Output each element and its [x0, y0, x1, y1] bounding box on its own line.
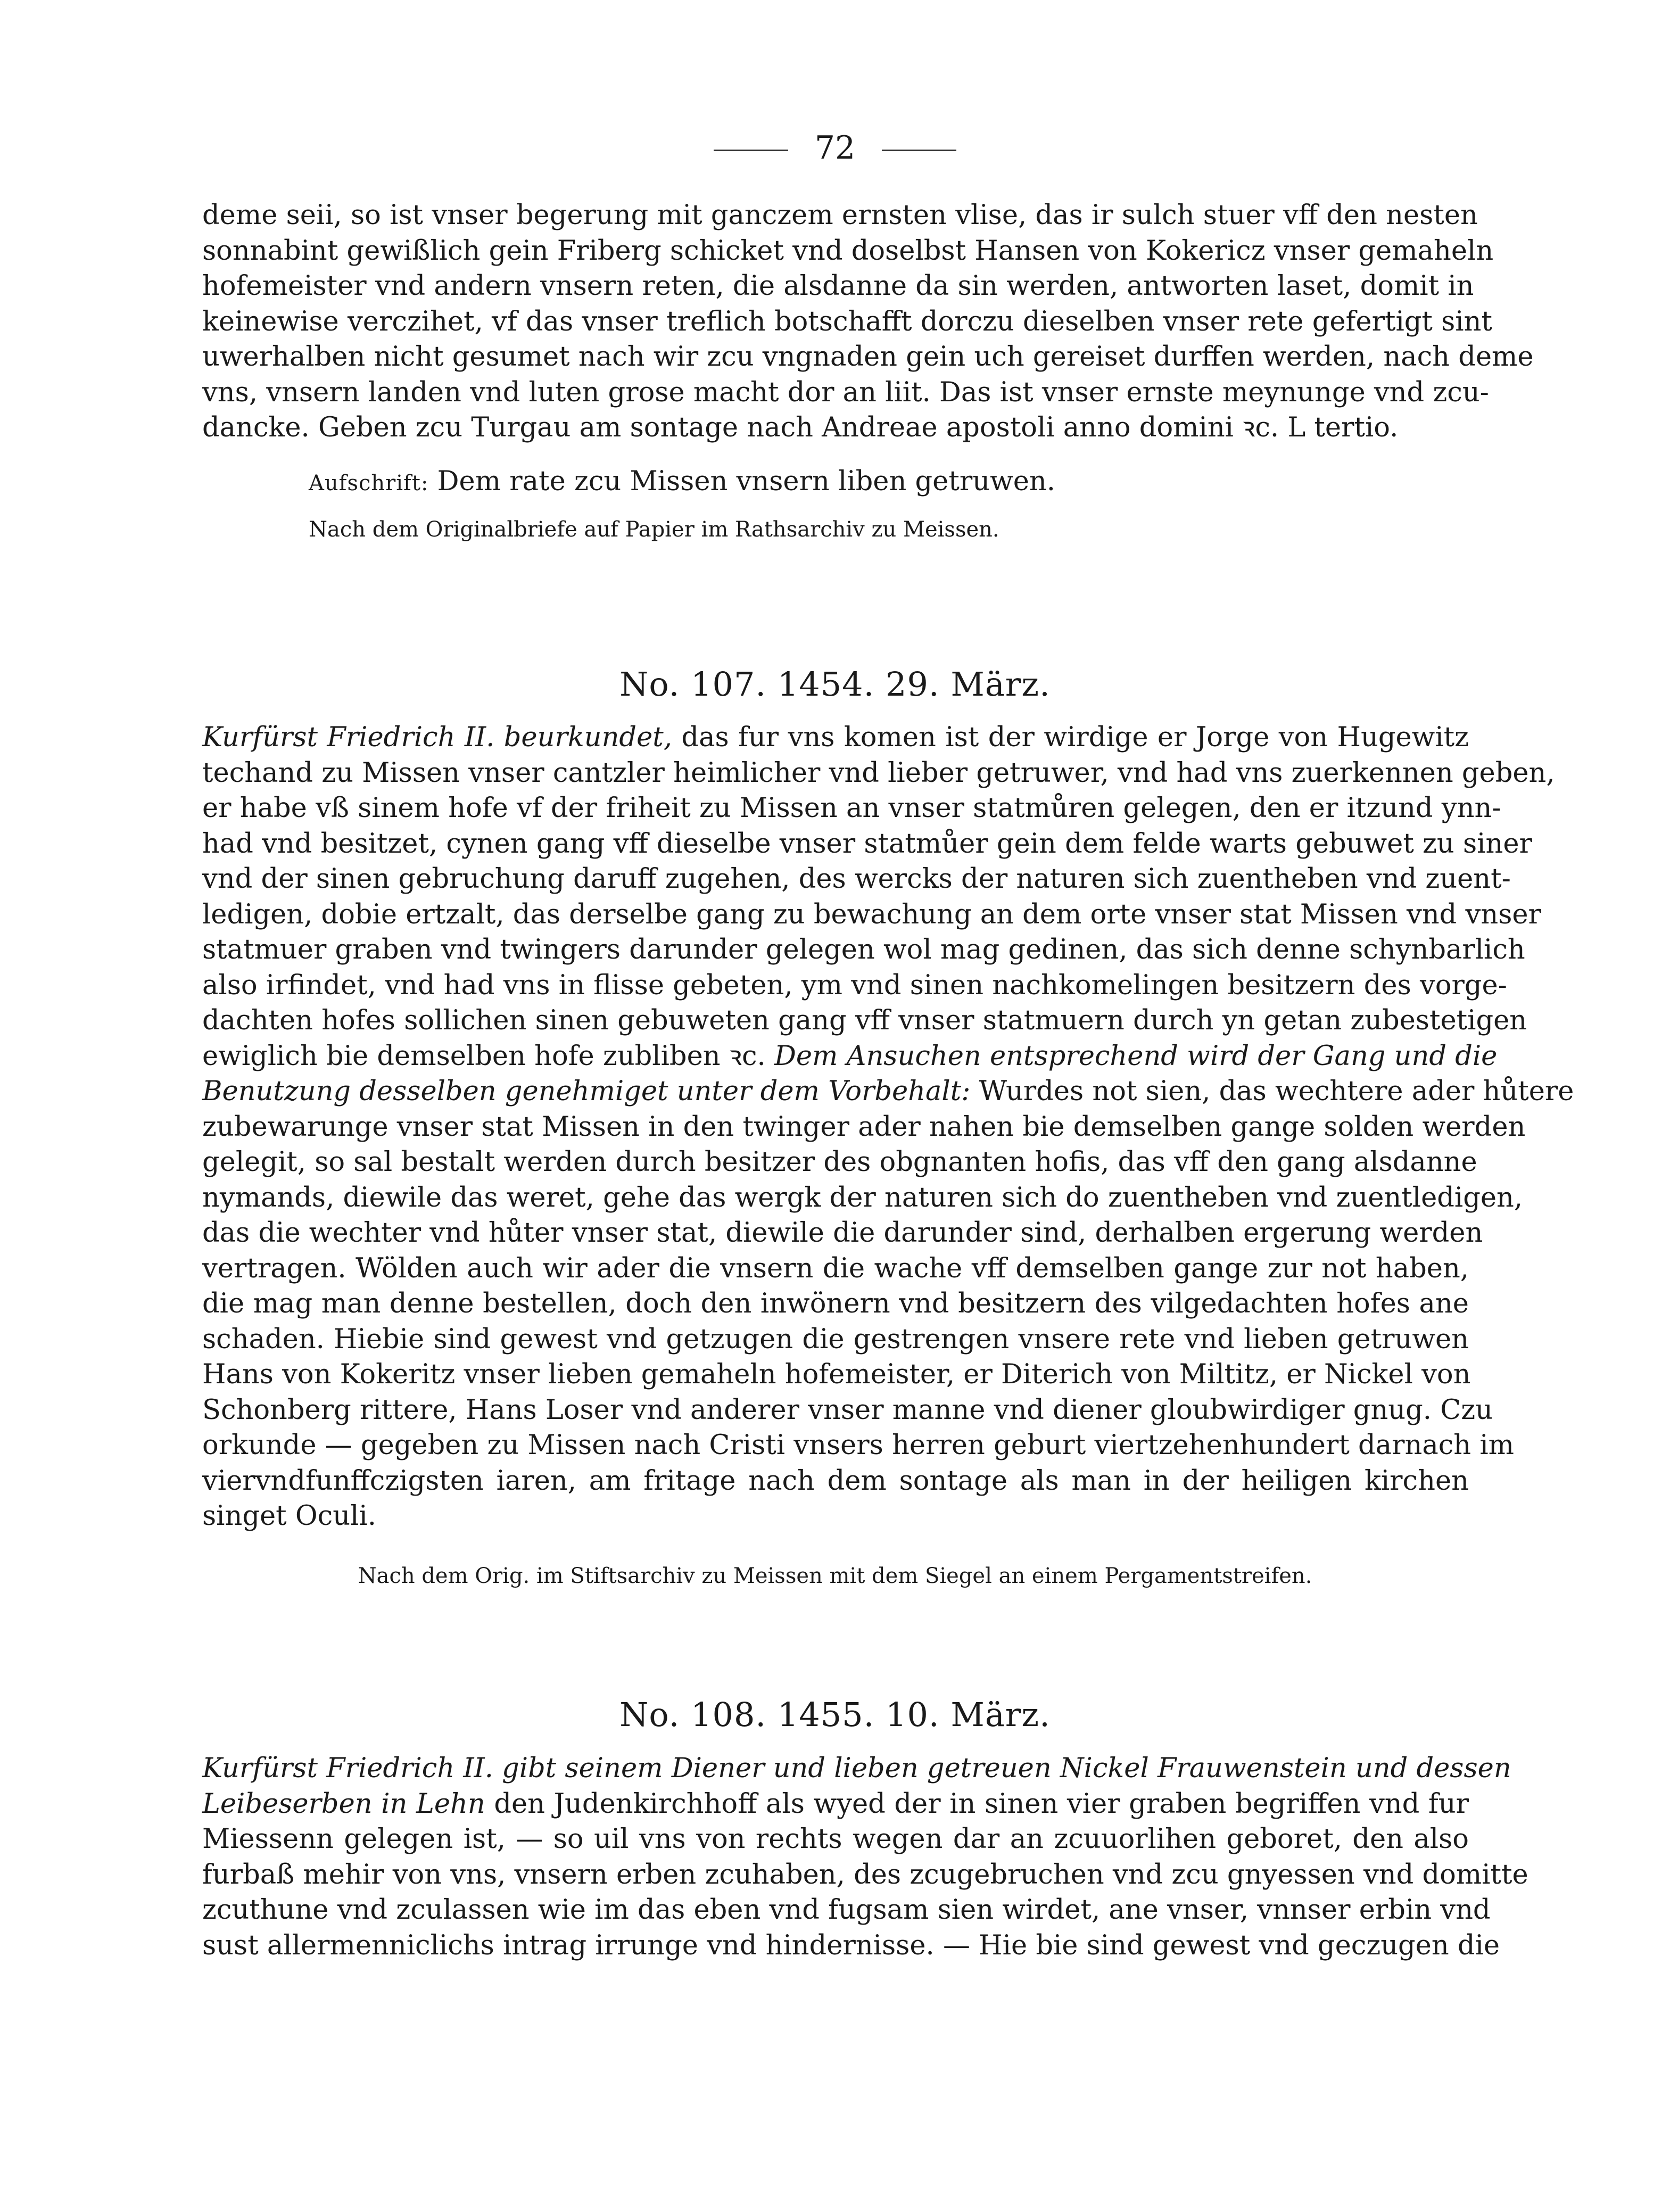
body-text: Hans von Kokeritz vnser lieben gemaheln hofemeister, er Diterich von Miltitz, er Nickel von [202, 1359, 1471, 1390]
text-line [202, 1074, 1574, 1110]
body-text: er habe vß sinem hofe vf der friheit zu Missen an vnser statmůren gelegen, den er itzund ynn- [202, 793, 1501, 824]
text-line: sonnabint gewißlich gein Friberg schicket vnd doselbst Hansen von Kokericz vnser gemaheln [202, 235, 1494, 267]
body-text: vertragen. Wölden auch wir ader die vnsern die wache vff demselben gange zur not haben, [202, 1252, 1469, 1284]
text-line [202, 1181, 1523, 1216]
document-108-text [202, 1751, 1528, 1963]
body-text: nymands, diewile das weret, gehe das wergk der naturen sich do zuentheben vnd zuentledigen, [202, 1182, 1523, 1214]
body-text: zcuthune vnd zculassen wie im das eben vnd fugsam sien wirdet, ane vnser, vnnser erbin vnd [202, 1894, 1491, 1926]
body-text: gelegit, so sal bestalt werden durch besitzer des obgnanten hofis, das vff den gang alsdanne [202, 1146, 1477, 1178]
source-note-1-wrap [202, 515, 1469, 544]
body-text: statmuer graben vnd twingers darunder gelegen wol mag gedinen, das sich denne schynbarlich [202, 934, 1525, 965]
text-line [202, 1251, 1469, 1287]
body-text: zubewarunge vnser stat Missen in den twinger ader nahen bie demselben gange solden werden [202, 1111, 1526, 1143]
address-text: Dem rate zcu Missen vnsern liben getruwen. [437, 466, 1055, 497]
text-line: dancke. Geben zcu Turgau am sontage nach Andreae apostoli anno domini ꝛc. L tertio. [202, 412, 1399, 443]
body-text: Wurdes not sien, das wechtere ader hůtere [970, 1076, 1574, 1107]
text-line [202, 932, 1525, 968]
text-line [202, 1357, 1469, 1393]
text-line [202, 1928, 1500, 1964]
body-text: orkunde — gegeben zu Missen nach Cristi vnsers herren geburt viertzehenhundert darnach im [202, 1430, 1515, 1461]
text-line: keinewise verczihet, vf das vnser treflich botschafft dorczu dieselben vnser rete gefertigt sint [202, 306, 1492, 337]
body-text: techand zu Missen vnser cantzler heimlicher vnd lieber getruwer, vnd had vns zuerkennen geben, [202, 757, 1555, 789]
text-line [202, 1145, 1477, 1181]
body-text: schaden. Hiebie sind gewest vnd getzugen die gestrengen vnsere rete vnd lieben getruwen [202, 1323, 1469, 1355]
body-text: Schonberg rittere, Hans Loser vnd anderer vnser manne vnd diener gloubwirdiger gnug. Czu [202, 1394, 1493, 1426]
body-text: das fur vns komen ist der wirdige er Jorge von Hugewitz [672, 722, 1469, 753]
body-text: den Judenkirchhoff als wyed der in sinen vier graben begriffen vnd fur [485, 1788, 1469, 1820]
text-line [202, 1039, 1498, 1075]
italic-summary: Leibeserben in Lehn [202, 1788, 485, 1820]
text-line [202, 968, 1507, 1004]
text-line [202, 1322, 1469, 1358]
italic-summary: Benutzung desselben genehmiget unter dem Vorbehalt: [202, 1076, 971, 1107]
text-line [202, 1286, 1469, 1322]
italic-summary: Dem Ansuchen entsprechend wird der Gang und die [774, 1040, 1498, 1072]
text-line [202, 1464, 1469, 1499]
body-text: dachten hofes sollichen sinen gebuweten gang vff vnser statmuern durch yn getan zubestetigen [202, 1005, 1527, 1036]
body-text: Miessenn gelegen ist, — so uil vns von rechts wegen dar an zcuuorlihen geboret, den also [202, 1823, 1469, 1855]
text-line: hofemeister vnd andern vnsern reten, die alsdanne da sin werden, antworten laset, domit in [202, 270, 1474, 302]
text-line [202, 897, 1541, 933]
section-continuation [202, 198, 1534, 446]
continuation-text [202, 198, 1534, 446]
text-line: vns, vnsern landen vnd luten grose macht dor an liit. Das ist vnser ernste meynunge vnd zcu- [202, 376, 1489, 408]
text-line: deme seii, so ist vnser begerung mit ganczem ernsten vlise, das ir sulch stuer vff den nesten [202, 200, 1478, 231]
text-line [202, 1110, 1526, 1145]
header-rule-left [714, 150, 788, 151]
address-line [202, 464, 1469, 500]
page-number: 72 [814, 129, 856, 167]
text-line [202, 1216, 1483, 1251]
source-note-2: Nach dem Orig. im Stiftsarchiv zu Meissen mit dem Siegel an einem Pergamentstreifen. [358, 1564, 1312, 1588]
text-line [202, 1751, 1511, 1787]
text-line [202, 756, 1555, 791]
section-no-108 [202, 1751, 1528, 1963]
text-line [202, 1003, 1527, 1039]
text-line [202, 1893, 1491, 1928]
heading-no-107: No. 107. 1454. 29. März. [619, 665, 1051, 704]
body-text: ledigen, dobie ertzalt, das derselbe gang zu bewachung an dem orte vnser stat Missen vnd vnser [202, 898, 1541, 930]
body-text: singet Oculi. [202, 1500, 376, 1532]
text-line [202, 1428, 1515, 1464]
text-line [202, 1393, 1493, 1429]
heading-no-108: No. 108. 1455. 10. März. [619, 1695, 1051, 1734]
body-text: die mag man denne bestellen, doch den inwönern vnd besitzern des vilgedachten hofes ane [202, 1288, 1469, 1319]
body-text: vnd der sinen gebruchung daruff zugehen, des wercks der naturen sich zuentheben vnd zuent- [202, 863, 1511, 895]
text-line [202, 791, 1501, 827]
text-line [202, 862, 1511, 897]
italic-summary: Kurfürst Friedrich II. gibt seinem Diener und lieben getreuen Nickel Frauwenstein und dessen [202, 1753, 1511, 1784]
section-no-107 [202, 720, 1574, 1534]
body-text: furbaß mehir von vns, vnsern erben zcuhaben, des zcugebruchen vnd zcu gnyessen vnd domitte [202, 1859, 1528, 1891]
body-text: das die wechter vnd hůter vnser stat, diewile die darunder sind, derhalben ergerung werden [202, 1217, 1483, 1249]
text-line [202, 720, 1469, 756]
text-line: uwerhalben nicht gesumet nach wir zcu vngnaden gein uch gereiset durffen werden, nach deme [202, 341, 1534, 373]
body-text: sust allermenniclichs intrag irrunge vnd hindernisse. — Hie bie sind gewest vnd geczugen die [202, 1929, 1500, 1961]
body-text: viervndfunffczigsten iaren, am fritage nach dem sontage als man in der heiligen kirchen [202, 1465, 1469, 1497]
text-line [202, 827, 1532, 862]
document-107-text [202, 720, 1574, 1534]
body-text: also irfindet, vnd had vns in flisse gebeten, ym vnd sinen nachkomelingen besitzern des vorge- [202, 969, 1507, 1001]
italic-summary: Kurfürst Friedrich II. beurkundet, [202, 722, 672, 753]
text-line [202, 1822, 1469, 1858]
text-line [202, 1858, 1528, 1893]
source-note-1: Nach dem Originalbriefe auf Papier im Rathsarchiv zu Meissen. [309, 517, 999, 542]
text-line [202, 1499, 1469, 1534]
body-text: ewiglich bie demselben hofe zubliben ꝛc. [202, 1040, 774, 1072]
header-rule-right [882, 150, 956, 151]
text-line [202, 1787, 1469, 1822]
address-label: Aufschrift: [309, 471, 429, 496]
body-text: had vnd besitzet, cynen gang vff dieselbe vnser statmůer gein dem felde warts gebuwet zu siner [202, 828, 1532, 860]
page-header [0, 127, 1670, 169]
